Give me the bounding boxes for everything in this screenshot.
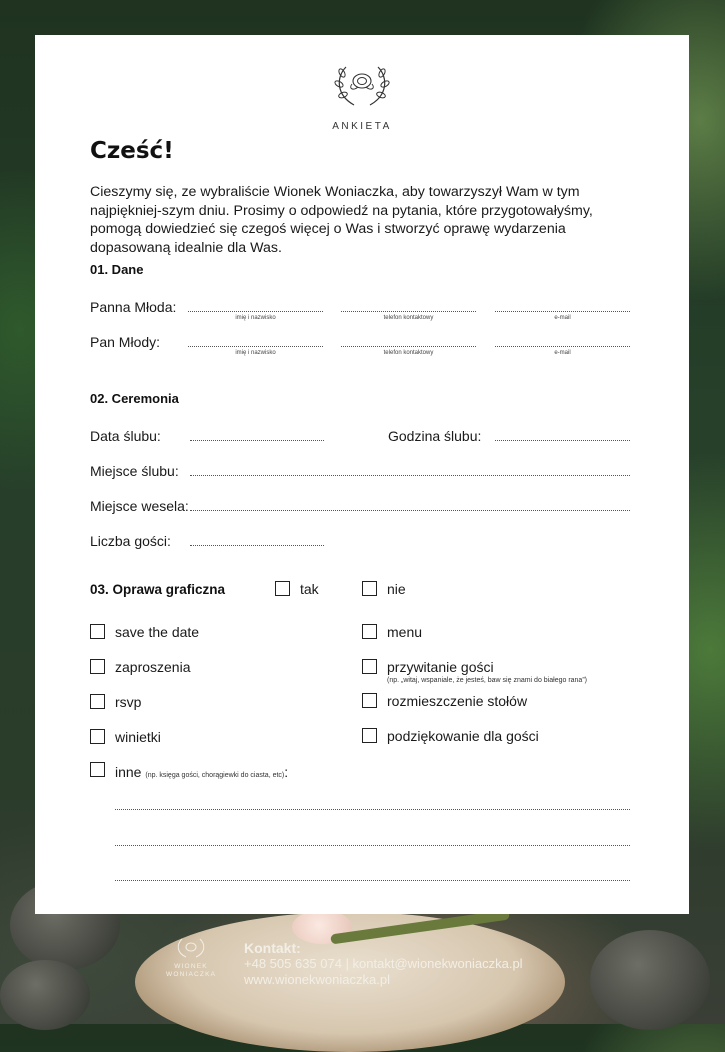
hint-name: imię i nazwisko [235, 350, 276, 356]
option-thank-you: podziękowanie dla gości [387, 728, 539, 744]
bride-label: Panna Młoda: [90, 299, 177, 315]
guest-count-label: Liczba gości: [90, 533, 171, 549]
groom-email-field[interactable] [495, 346, 630, 347]
option-rsvp: rsvp [115, 694, 142, 710]
bride-phone-field[interactable] [341, 311, 476, 312]
checkbox-thank-you[interactable] [362, 728, 377, 743]
guest-count-field[interactable] [190, 545, 324, 546]
option-other-colon: : [284, 764, 289, 780]
groom-phone-field[interactable] [341, 346, 476, 347]
hint-email: e-mail [554, 315, 571, 321]
checkbox-no[interactable] [362, 581, 377, 596]
bride-name-field[interactable] [188, 311, 323, 312]
hint-name: imię i nazwisko [235, 315, 276, 321]
section-title-ceremony: 02. Ceremonia [90, 391, 179, 406]
other-line-3[interactable] [115, 880, 630, 881]
checkbox-rsvp[interactable] [90, 694, 105, 709]
contact-website[interactable]: www.wionekwoniaczka.pl [244, 972, 390, 987]
checkbox-other[interactable] [90, 762, 105, 777]
option-yes-label: tak [300, 581, 319, 597]
ceremony-place-label: Miejsce ślubu: [90, 463, 179, 479]
option-other-label: inne [115, 764, 142, 780]
option-place-cards: winietki [115, 729, 161, 745]
intro-paragraph: Cieszymy się, ze wybraliście Wionek Woniaczka, aby towarzyszył Wam w tym najpiękniej-szym dniu. Prosimy o odpowiedź na pytania, które przygotowałyśmy, pomogą dowiedzieć się czegoś więcej o Was i stworzyć oprawę wydarzenia dopasowaną idealnie dla Was. [90, 184, 593, 256]
reception-place-label: Miejsce wesela: [90, 498, 189, 514]
logo [325, 57, 399, 132]
ceremony-place-field[interactable] [190, 475, 630, 476]
option-save-the-date: save the date [115, 624, 200, 640]
other-line-2[interactable] [115, 845, 630, 846]
other-line-1[interactable] [115, 809, 630, 810]
option-seating-chart: rozmieszczenie stołów [387, 693, 528, 709]
option-menu: menu [387, 624, 423, 640]
contact-block [244, 940, 523, 988]
option-welcome-sign: przywitanie gości [387, 659, 494, 675]
background-stone [0, 960, 90, 1030]
contact-title: Kontakt: [244, 940, 301, 956]
logo-text: ANKIETA [332, 121, 392, 132]
hint-phone: telefon kontaktowy [383, 315, 434, 321]
section-title-data: 01. Dane [90, 262, 144, 277]
option-other-note: (np. księga gości, chorągiewki do ciasta, etc) [145, 772, 285, 779]
option-other [115, 764, 288, 780]
wedding-date-label: Data ślubu: [90, 428, 161, 444]
checkbox-welcome-sign[interactable] [362, 659, 377, 674]
checkbox-menu[interactable] [362, 624, 377, 639]
checkbox-save-the-date[interactable] [90, 624, 105, 639]
groom-name-field[interactable] [188, 346, 323, 347]
welcome-sign-note: (np. „witaj, wspaniale, że jesteś, baw się znami do białego rana”) [387, 677, 587, 684]
checkbox-yes[interactable] [275, 581, 290, 596]
option-no-label: nie [387, 581, 406, 597]
footer-brand: WIONEK WONIACZKA [166, 963, 217, 978]
background-stone [590, 930, 710, 1030]
form-sheet [35, 35, 689, 914]
hint-phone: telefon kontaktowy [383, 350, 434, 356]
section-title-graphics: 03. Oprawa graficzna [90, 582, 226, 597]
wreath-flower-icon [174, 936, 208, 960]
contact-phone-email[interactable]: +48 505 635 074 | kontakt@wionekwoniaczka.pl [244, 956, 523, 971]
reception-place-field[interactable] [190, 510, 630, 511]
checkbox-seating-chart[interactable] [362, 693, 377, 708]
bride-email-field[interactable] [495, 311, 630, 312]
page-title: Cześć! [90, 138, 174, 164]
checkbox-invitations[interactable] [90, 659, 105, 674]
footer-logo [166, 936, 216, 979]
checkbox-place-cards[interactable] [90, 729, 105, 744]
groom-label: Pan Młody: [90, 334, 161, 350]
hint-email: e-mail [554, 350, 571, 356]
wreath-flower-icon [330, 57, 394, 115]
wedding-time-label: Godzina ślubu: [388, 428, 482, 444]
wedding-date-field[interactable] [190, 440, 324, 441]
wedding-time-field[interactable] [495, 440, 630, 441]
option-invitations: zaproszenia [115, 659, 191, 675]
